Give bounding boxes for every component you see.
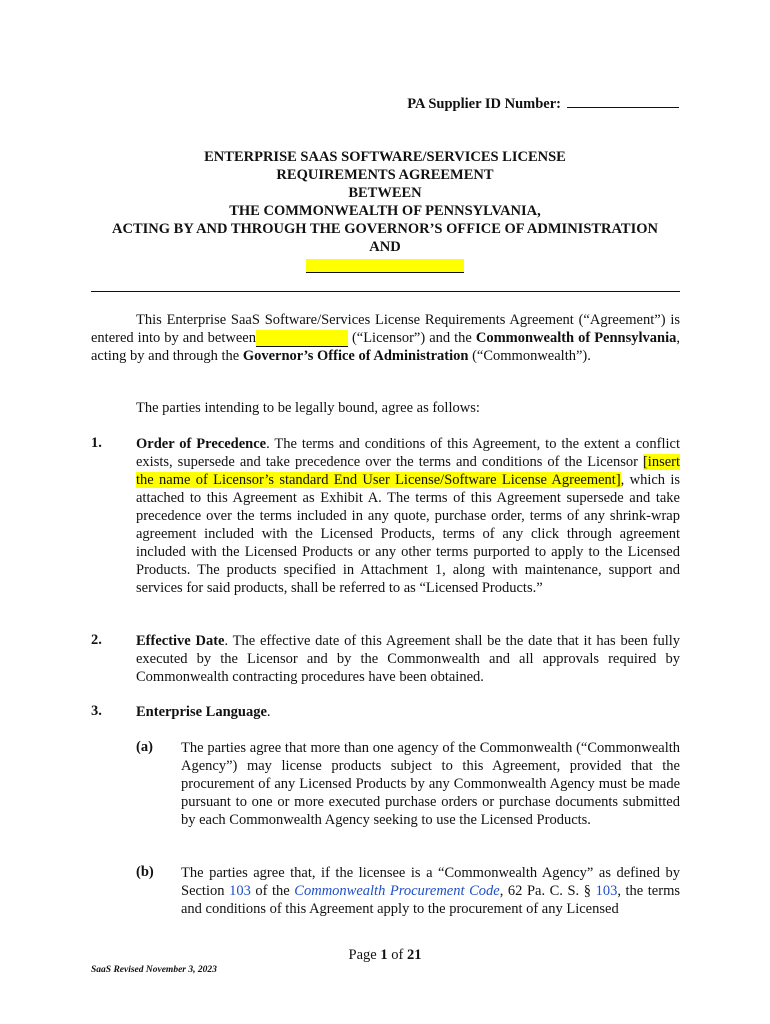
title-line: BETWEEN [348, 185, 422, 201]
subsection-a: The parties agree that more than one agency of the Commonwealth (“Commonwealth Agency”) may license products subject to this Agreement, provided that the procurement of any Licensed Products by any Commonwealth Agency must be made pursuant to one or more executed purchase orders or purchase documents submitted by each Commonwealth Agency seeking to use the Licensed Products. [181, 740, 680, 828]
intro-bold-commonwealth: Commonwealth of Pennsylvania [475, 330, 677, 346]
intro-text: , acting by and through the [91, 330, 681, 364]
section-heading: Order of Precedence [136, 436, 267, 452]
parties-line: The parties intending to be legally bound, agree as follows: [136, 400, 480, 416]
section-text: , the terms and conditions of this Agreement apply to the procurement of any Licensed [181, 883, 680, 917]
section-text: of the [255, 883, 290, 899]
supplier-id-label: PA Supplier ID Number: [407, 96, 561, 112]
title-line: ENTERPRISE SAAS SOFTWARE/SERVICES LICENSE [204, 149, 566, 165]
section-103-link-2[interactable]: 103 [595, 883, 618, 899]
procurement-code-link[interactable]: Commonwealth Procurement Code [294, 883, 500, 899]
section-number: 1. [91, 435, 102, 451]
section-text: , 62 Pa. C. S. § [499, 883, 591, 899]
section-effective-date [136, 632, 680, 686]
page-current: 1 [380, 947, 388, 963]
agreement-title [90, 148, 680, 278]
subsection-number: (a) [136, 739, 153, 755]
section-text: The parties agree that, if the licensee is a “Commonwealth Agency” as defined by Section [181, 865, 680, 899]
intro-paragraph [91, 311, 680, 365]
licensor-name-blank[interactable] [306, 259, 464, 273]
subsection-b [181, 864, 680, 918]
section-order-of-precedence [136, 435, 680, 597]
supplier-id-blank[interactable] [567, 94, 679, 108]
title-line: AND [369, 239, 401, 255]
intro-text: (“Commonwealth”). [472, 348, 591, 364]
supplier-id-field [407, 94, 679, 113]
page-total: 21 [406, 947, 422, 963]
section-103-link[interactable]: 103 [229, 883, 251, 899]
section-enterprise-language [136, 703, 680, 721]
intro-text: (“Licensor”) and the [351, 330, 472, 346]
intro-text: This Enterprise SaaS Software/Services License Requirements Agreement (“Agreement”) is entered into by and between [91, 312, 680, 346]
of-word: of [391, 947, 404, 963]
subsection-number: (b) [136, 864, 154, 880]
section-heading: Enterprise Language [136, 704, 267, 720]
section-text: . [266, 704, 271, 720]
title-line: REQUIREMENTS AGREEMENT [276, 167, 494, 183]
section-text: . The effective date of this Agreement shall be the date that it has been fully executed by the Licensor and by the Commonwealth and all approvals required by Commonwealth contracting procedures have been obtained. [136, 633, 680, 685]
section-text: . The terms and conditions of this Agreement, to the extent a conflict exists, supersede and take precedence over the terms and conditions of the Licensor [136, 436, 680, 470]
intro-bold-goa: Governor’s Office of Administration [242, 348, 469, 364]
title-line: ACTING BY AND THROUGH THE GOVERNOR’S OFFICE OF ADMINISTRATION [112, 221, 658, 237]
divider [91, 291, 680, 292]
section-number: 2. [91, 632, 102, 648]
page-word: Page [348, 947, 377, 963]
section-number: 3. [91, 703, 102, 719]
highlighted-instruction: [insert the name of Licensor’s standard End User License/Software License Agreement] [136, 454, 681, 488]
page-number [0, 947, 770, 964]
section-heading: Effective Date [136, 633, 225, 649]
section-text: , which is attached to this Agreement as Exhibit A. The terms of this Agreement supersede and take precedence over the terms included in any quote, purchase order, terms of any shrink-wrap agreement included with the Licensed Products, terms of any click through agreement included with the Licensed Products or any other terms purported to apply to the Licensed Products. The products specified in Attachment 1, along with maintenance, support and services for said products, shall be referred to as “Licensed Products.” [136, 472, 681, 596]
title-line: THE COMMONWEALTH OF PENNSYLVANIA, [229, 203, 541, 219]
licensor-inline-blank[interactable]: ​ [257, 330, 346, 346]
revision-footer: SaaS Revised November 3, 2023 [91, 965, 217, 975]
